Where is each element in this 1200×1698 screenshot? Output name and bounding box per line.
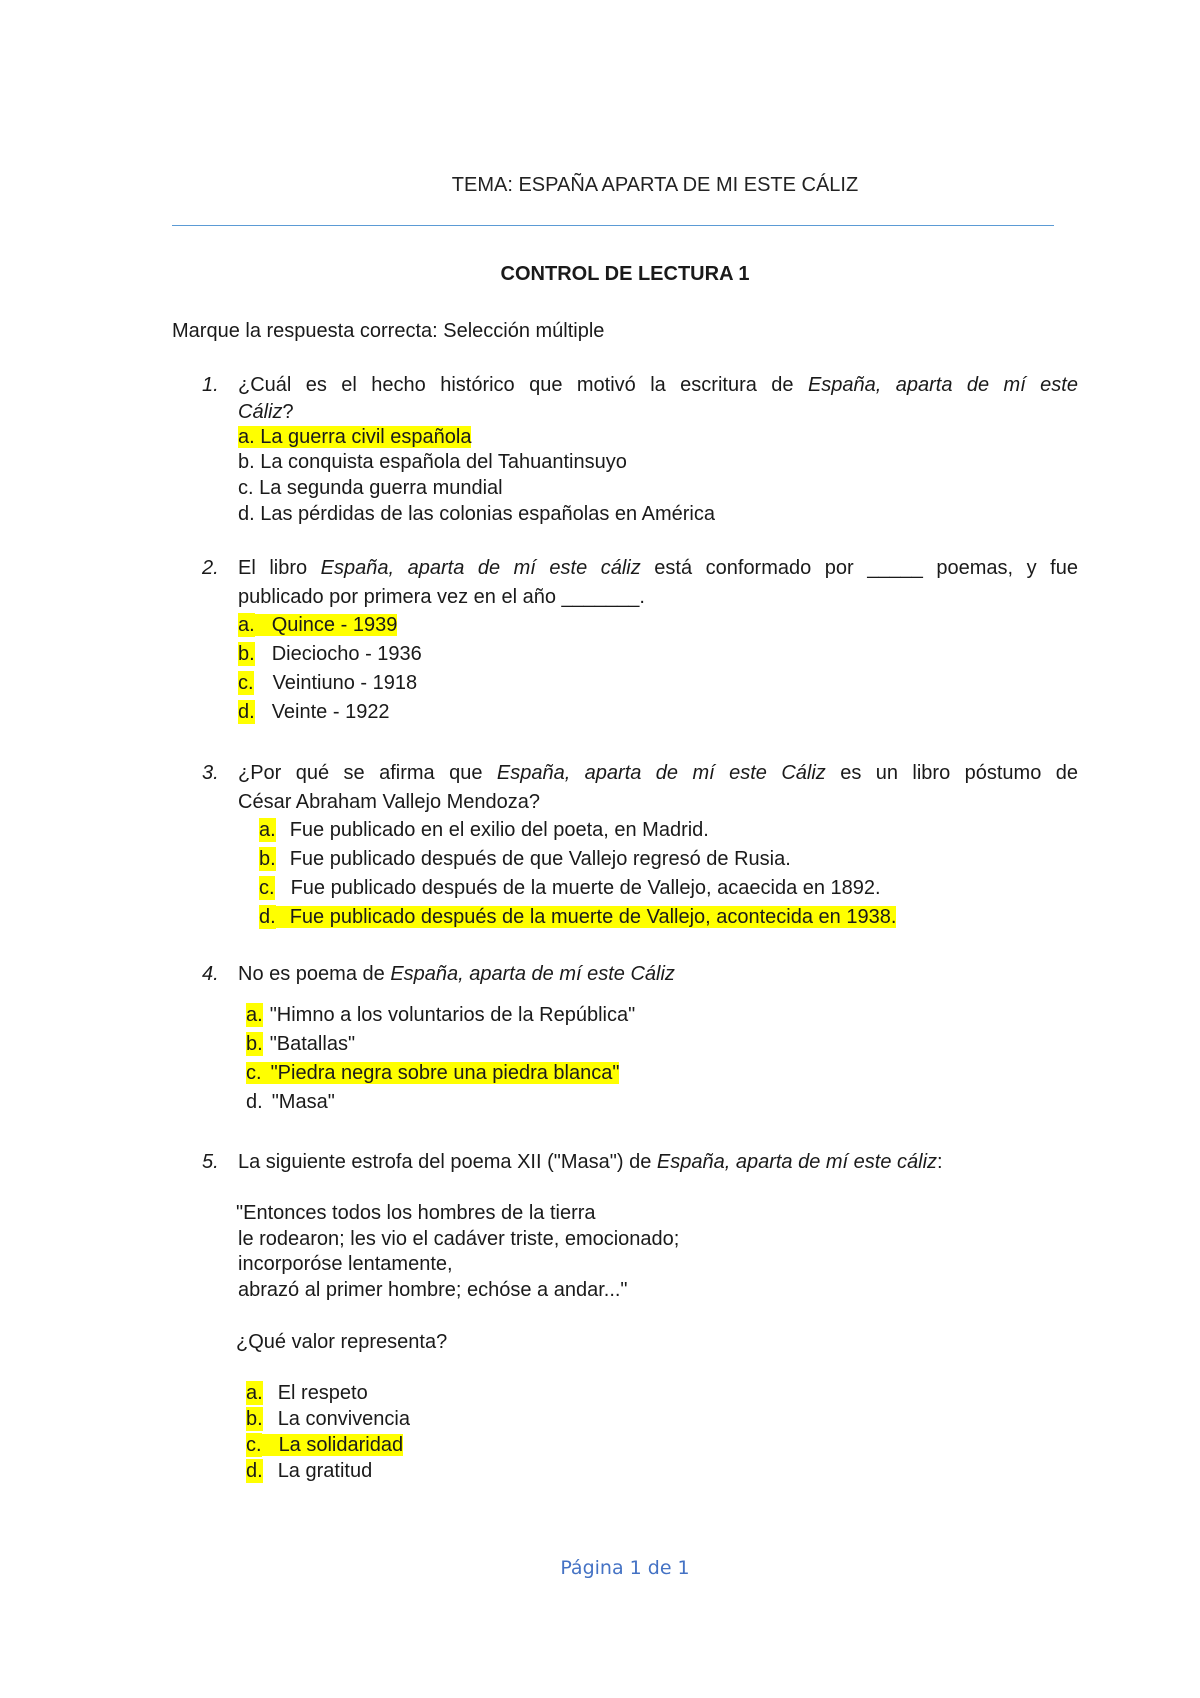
q1-option-b[interactable]: b. La conquista española del Tahuantinsuyo	[238, 451, 627, 473]
header-divider	[172, 225, 1054, 226]
question-4-number: 4.	[202, 963, 219, 985]
question-5-number: 5.	[202, 1151, 219, 1173]
question-2-number: 2.	[202, 557, 219, 579]
stanza-line-4: abrazó al primer hombre; echóse a andar..."	[238, 1279, 628, 1301]
question-3-number: 3.	[202, 762, 219, 784]
question-3-line-1: ¿Por qué se afirma que España, aparta de mí este Cáliz es un libro póstumo de	[238, 762, 1078, 784]
question-2-line-1: El libro España, aparta de mí este cáliz está conformado por _____ poemas, y fue	[238, 557, 1078, 579]
control-title: CONTROL DE LECTURA 1	[500, 263, 750, 285]
question-5-prompt: ¿Qué valor representa?	[236, 1331, 448, 1353]
q1-option-a[interactable]: a. La guerra civil española	[238, 426, 472, 448]
q5-option-a[interactable]: a. El respeto	[246, 1382, 368, 1404]
q5-option-b[interactable]: b. La convivencia	[246, 1408, 410, 1430]
q4-option-b[interactable]: b. "Batallas"	[246, 1033, 356, 1055]
q2-option-a[interactable]: a. Quince - 1939	[238, 614, 398, 636]
q3-option-b[interactable]: b. Fue publicado después de que Vallejo regresó de Rusia.	[259, 848, 791, 870]
q3-option-a[interactable]: a. Fue publicado en el exilio del poeta, en Madrid.	[259, 819, 709, 841]
q4-option-c[interactable]: c. "Piedra negra sobre una piedra blanca"	[246, 1062, 620, 1084]
stanza-line-1: "Entonces todos los hombres de la tierra	[236, 1202, 596, 1224]
question-1-line-2: Cáliz?	[238, 401, 294, 423]
q5-option-d[interactable]: d. La gratitud	[246, 1460, 373, 1482]
question-1-number: 1.	[202, 374, 219, 396]
q3-option-c[interactable]: c. Fue publicado después de la muerte de Vallejo, acaecida en 1892.	[259, 877, 881, 899]
q4-option-a[interactable]: a. "Himno a los voluntarios de la República"	[246, 1004, 636, 1026]
q2-option-d[interactable]: d. Veinte - 1922	[238, 701, 390, 723]
q4-option-d[interactable]: d. "Masa"	[246, 1091, 335, 1113]
stanza-line-2: le rodearon; les vio el cadáver triste, emocionado;	[238, 1228, 680, 1250]
q1-option-d[interactable]: d. Las pérdidas de las colonias españolas en América	[238, 503, 715, 525]
question-4-line-1: No es poema de España, aparta de mí este Cáliz	[238, 963, 675, 985]
question-5-line-1: La siguiente estrofa del poema XII ("Masa") de España, aparta de mí este cáliz:	[238, 1151, 943, 1173]
question-2-line-2: publicado por primera vez en el año _______.	[238, 586, 645, 608]
question-1-line-1: ¿Cuál es el hecho histórico que motivó la escritura de España, aparta de mí este	[238, 374, 1078, 396]
instruction-text: Marque la respuesta correcta: Selección múltiple	[172, 320, 605, 342]
q1-option-c[interactable]: c. La segunda guerra mundial	[238, 477, 503, 499]
page-number-footer: Página 1 de 1	[560, 1557, 690, 1579]
q3-option-d[interactable]: d. Fue publicado después de la muerte de Vallejo, acontecida en 1938.	[259, 906, 897, 928]
question-3-line-2: César Abraham Vallejo Mendoza?	[238, 791, 541, 813]
q2-option-b[interactable]: b. Dieciocho - 1936	[238, 643, 422, 665]
stanza-line-3: incorporóse lentamente,	[238, 1253, 453, 1275]
q5-option-c[interactable]: c. La solidaridad	[246, 1434, 404, 1456]
q2-option-c[interactable]: c. Veintiuno - 1918	[238, 672, 418, 694]
header-title: TEMA: ESPAÑA APARTA DE MI ESTE CÁLIZ	[451, 174, 859, 196]
